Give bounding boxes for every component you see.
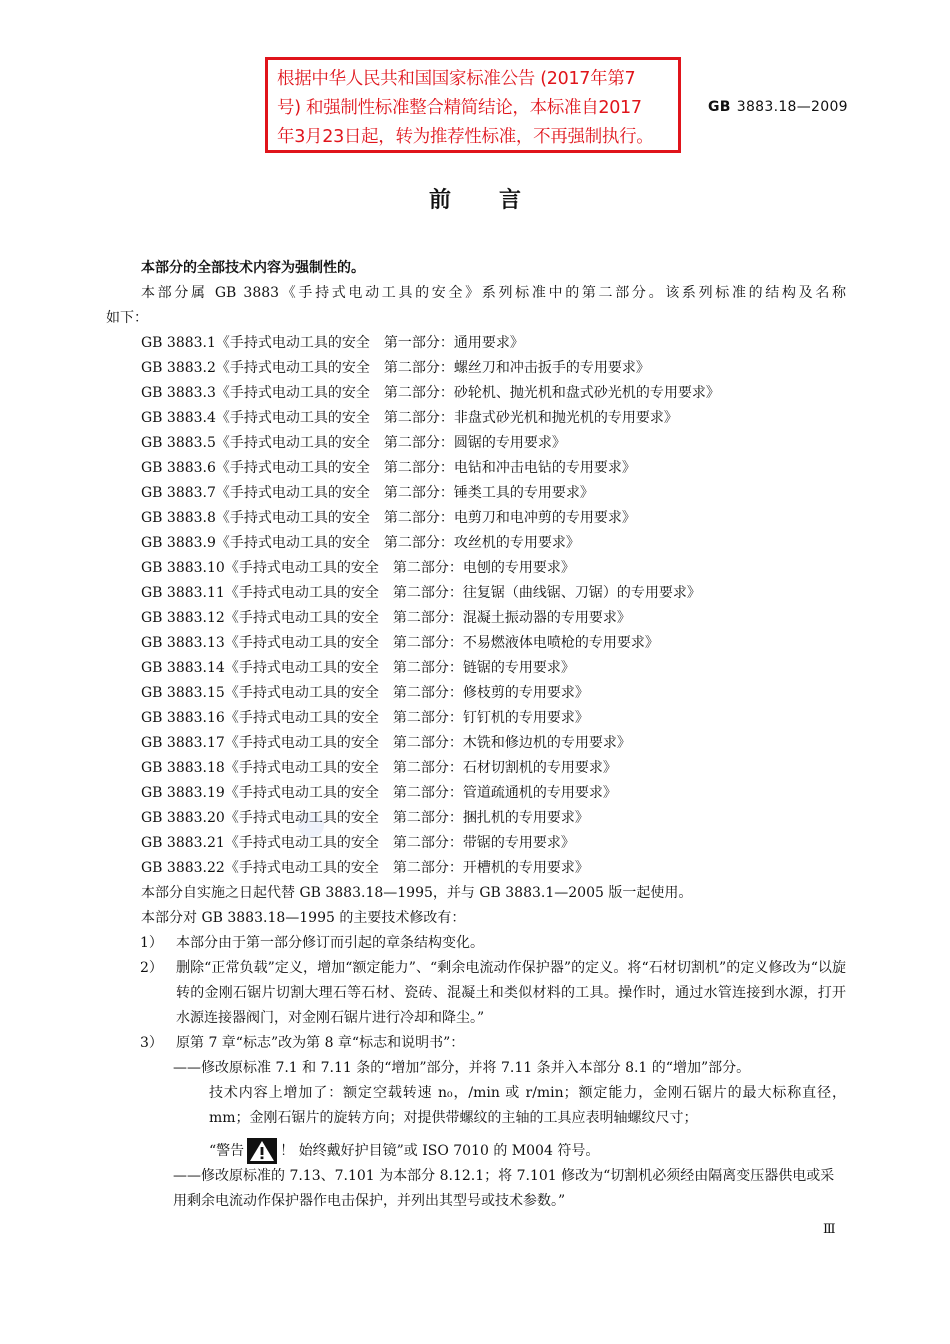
standard-item: GB 3883.8《手持式电动工具的安全 第二部分：电剪刀和电冲剪的专用要求》 (141, 510, 636, 526)
standard-item: GB 3883.18《手持式电动工具的安全 第二部分：石材切割机的专用要求》 (141, 760, 617, 776)
standard-item: GB 3883.7《手持式电动工具的安全 第二部分：锤类工具的专用要求》 (141, 485, 594, 501)
standard-item: GB 3883.14《手持式电动工具的安全 第二部分：链锯的专用要求》 (141, 660, 575, 676)
page-title: 前言 (428, 188, 569, 213)
standard-code: 3883.18—2009 (736, 99, 848, 115)
change-text: 删除“正常负载”定义，增加“额定能力”、“剩余电流动作保护器”的定义。将“石材切割机”的定义修改为“以旋转的金刚石锯片切割大理石等石材、瓷砖、混凝土和类似材料的工具。操作时，通过水管连接到水源，打开水源连接器阀门，对金刚石锯片进行冷却和降尘。” (176, 960, 846, 1026)
notice-line-2: 号) 和强制性标准整合精简结论，本标准自2017 (277, 98, 642, 118)
standard-item: GB 3883.9《手持式电动工具的安全 第二部分：攻丝机的专用要求》 (141, 535, 580, 551)
standard-prefix: GB (708, 99, 731, 115)
standard-item: GB 3883.11《手持式电动工具的安全 第二部分：往复锯（曲线锯、刀锯）的专用要求》 (141, 585, 701, 601)
standard-item: GB 3883.5《手持式电动工具的安全 第二部分：圆锯的专用要求》 (141, 435, 566, 451)
standard-item: GB 3883.19《手持式电动工具的安全 第二部分：管道疏通机的专用要求》 (141, 785, 617, 801)
change-number: 3） (140, 1035, 163, 1051)
change-item (106, 1031, 846, 1056)
standard-item: GB 3883.15《手持式电动工具的安全 第二部分：修枝剪的专用要求》 (141, 685, 589, 701)
dash-item-2: ——修改原标准的 7.13、7.101 为本部分 8.12.1；将 7.101 修改为“切割机必须经由隔离变压器供电或采用剩余电流动作保护器作电击保护，并列出其型号或技术参数。” (173, 1168, 835, 1209)
dash-item-1-continuation: 技术内容上增加了：额定空载转速 n₀，/min 或 r/min；额定能力，金刚石锯片的最大标称直径，mm；金刚石锯片的旋转方向；对提供带螺纹的主轴的工具应表明轴螺纹尺寸； (209, 1085, 846, 1126)
replacement-statement: 本部分自实施之日起代替 GB 3883.18—1995，并与 GB 3883.1—2005 版一起使用。 (141, 885, 693, 901)
standard-item: GB 3883.3《手持式电动工具的安全 第二部分：砂轮机、抛光机和盘式砂光机的专用要求》 (141, 385, 720, 401)
mandatory-status-notice (265, 57, 681, 153)
standard-item: GB 3883.17《手持式电动工具的安全 第二部分：木铣和修边机的专用要求》 (141, 735, 631, 751)
change-text: 原第 7 章“标志”改为第 8 章“标志和说明书”： (176, 1035, 465, 1051)
change-item (106, 931, 846, 956)
standard-item: GB 3883.2《手持式电动工具的安全 第二部分：螺丝刀和冲击扳手的专用要求》 (141, 360, 650, 376)
standards-list (106, 331, 846, 881)
standard-item: GB 3883.1《手持式电动工具的安全 第一部分：通用要求》 (141, 335, 524, 351)
notice-line-3: 年3月23日起，转为推荐性标准，不再强制执行。 (277, 127, 654, 147)
warning-triangle-icon (247, 1138, 277, 1164)
page-number: Ⅲ (823, 1222, 836, 1237)
standard-item: GB 3883.12《手持式电动工具的安全 第二部分：混凝土振动器的专用要求》 (141, 610, 631, 626)
dash-item-1: ——修改原标准 7.1 和 7.11 条的“增加”部分，并将 7.11 条并入本部分 8.1 的“增加”部分。 (173, 1060, 751, 1076)
foreword-body (106, 256, 846, 1214)
standard-item: GB 3883.4《手持式电动工具的安全 第二部分：非盘式砂光机和抛光机的专用要求》 (141, 410, 678, 426)
warning-line (106, 1131, 846, 1164)
standard-number (708, 99, 848, 115)
warning-suffix: ！ 始终戴好护目镜”或 ISO 7010 的 M004 符号。 (280, 1143, 600, 1159)
mandatory-statement: 本部分的全部技术内容为强制性的。 (141, 260, 365, 276)
change-number: 1） (140, 935, 163, 951)
standard-item: GB 3883.13《手持式电动工具的安全 第二部分：不易燃液体电喷枪的专用要求》 (141, 635, 659, 651)
change-text: 本部分由于第一部分修订而引起的章条结构变化。 (176, 935, 484, 951)
standard-item: GB 3883.6《手持式电动工具的安全 第二部分：电钻和冲击电钻的专用要求》 (141, 460, 636, 476)
standard-item: GB 3883.22《手持式电动工具的安全 第二部分：开槽机的专用要求》 (141, 860, 589, 876)
warning-prefix: “警告 (209, 1143, 245, 1159)
standard-item: GB 3883.21《手持式电动工具的安全 第二部分：带锯的专用要求》 (141, 835, 575, 851)
standard-item: GB 3883.20《手持式电动工具的安全 第二部分：捆扎机的专用要求》 (141, 810, 589, 826)
standard-item: GB 3883.10《手持式电动工具的安全 第二部分：电刨的专用要求》 (141, 560, 575, 576)
series-intro-line-2: 如下： (106, 310, 148, 326)
standard-item: GB 3883.16《手持式电动工具的安全 第二部分：钉钉机的专用要求》 (141, 710, 589, 726)
change-number: 2） (140, 960, 163, 976)
changes-intro: 本部分对 GB 3883.18—1995 的主要技术修改有： (141, 910, 466, 926)
change-item (106, 956, 846, 1031)
series-intro-line-1: 本部分属 GB 3883《手持式电动工具的安全》系列标准中的第二部分。该系列标准的结构及名称 (141, 285, 846, 301)
notice-line-1: 根据中华人民共和国国家标准公告 (2017年第7 (277, 69, 636, 89)
